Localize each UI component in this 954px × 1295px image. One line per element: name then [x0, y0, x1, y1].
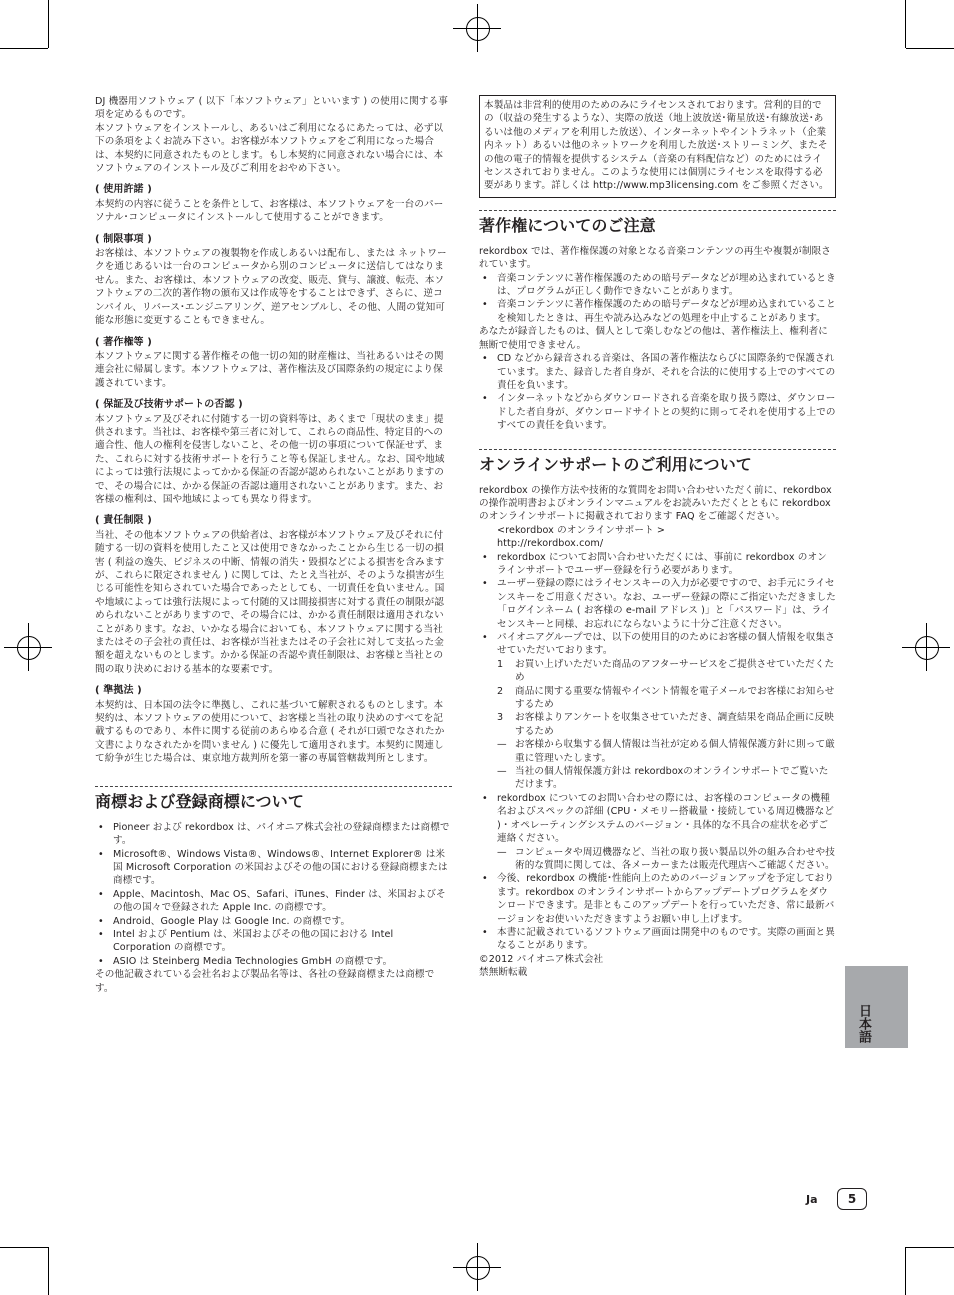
trademarks-title: 商標および登録商標について	[95, 791, 304, 811]
crop-mark	[906, 1247, 954, 1248]
purpose-text: お客様から収集する個人情報は当社が定める個人情報保護方針に則って厳重に管理いたします。	[515, 739, 835, 764]
registration-circle	[466, 17, 490, 41]
section-divider	[95, 786, 452, 787]
inquiry-note-text: コンピュータや周辺機器など、当社の取り扱い製品以外の組み合わせや技術的な質問に関しては、各メーカーまたは販売代理店へご確認ください。	[515, 846, 835, 871]
trademarks-footer: その他記載されている会社名および製品名等は、各社の登録商標または商標です。	[95, 969, 435, 994]
purpose-marker: —	[497, 766, 507, 778]
purpose-marker: 2	[497, 685, 504, 697]
registration-circle	[915, 636, 939, 660]
list-item: • ASIO は Steinberg Media Technologies GmbH の商標です。	[95, 955, 452, 968]
privacy-text: パイオニアグループでは、以下の使用目的のためにお客様の個人情報を収集させていただいております。	[497, 632, 835, 657]
footer-language: Ja	[806, 1193, 818, 1206]
crop-mark	[0, 1247, 48, 1248]
crop-mark	[905, 0, 906, 48]
clause-heading: ( 使用許諾 )	[95, 184, 152, 196]
support-list	[479, 551, 836, 658]
support-list	[479, 792, 836, 846]
purpose-text: お客様よりアンケートを収集させていただき、調査結果を商品企画に反映するため	[515, 712, 834, 737]
copyright-line: ©2012 パイオニア株式会社	[479, 953, 604, 965]
license-notice-box	[479, 95, 836, 198]
intro-paragraph: 本ソフトウェアをインストールし、あるいはご利用になるにあたっては、必ず以下の条項をよくお読み下さい。お客様が本ソフトウェアをご利用になった場合は、本契約に同意されたものとします。もし本契約に同意されない場合には、本ソフトウェアのインストール及びご利用をおやめ下さい。	[95, 122, 444, 175]
clause-body: 本ソフトウェアに関する著作権その他一切の知的財産権は、当社あるいはその関連会社に帰属します。本ソフトウェアは、著作権法及び国際条約の規定により保護されています。	[95, 350, 444, 389]
list-item: • rekordbox についてお問い合わせいただくには、事前に rekordbox のオンラインサポートでユーザー登録を行う必要があります。	[479, 551, 836, 578]
clause-heading: ( 制限事項 )	[95, 233, 152, 245]
crop-mark	[48, 1247, 49, 1295]
language-tab-label: 日本語	[856, 1004, 871, 1043]
intro-paragraph: DJ 機器用ソフトウェア ( 以下「本ソフトウェア」といいます ) の使用に関する事項を定めるものです。	[95, 96, 448, 121]
license-notice: 本製品は非営利的使用のためのみにライセンスされております。営利的目的での（収益の発生するような）、実際の放送（地上波放送･衛星放送･有線放送･あるいは他のメディアを利用した放送）、インターネットやイントラネット（企業内ネット）あるいは他のネットワークを利用した放送･ストリーミング、またその他の電子的情報を提供するシステム（音楽の有料配信など）のためにはライセンスされておりません。このような使用には個別にライセンスを取得する必要があります。詳しくは http://www.mp3licensing.com をご参照ください。	[484, 100, 829, 192]
left-column	[95, 95, 452, 995]
clause-body: 本ソフトウェア及びそれに付随する一切の資料等は、あくまで「現状のまま」提供されます。当社は、お客様や第三者に対して、これらの商品性、特定目的への適合性、他人の権利を侵害しないこと、その他一切の事項について保証せず、また、これらに対する技術サポートを行うこと等も保証しません。なお、国や地域によっては強行法規によってかかる保証の否認が認められないことがありますので、その場合には、かかる保証の否認は適用されないことがあります。また、お客様の権利は、国や地域によっても異なり得ます。	[95, 413, 445, 505]
clause-heading: ( 責任制限 )	[95, 515, 152, 527]
crop-mark	[48, 0, 49, 48]
crop-mark	[905, 1247, 906, 1295]
clause-heading: ( 保証及び技術サポートの否認 )	[95, 399, 243, 411]
list-item: • CD などから録音される音楽は、各国の著作権法ならびに国際条約で保護されています。また、録音した者自身が、それを合法的に使用する上でのすべての責任を負います。	[479, 352, 836, 392]
clause-body: 当社、その他本ソフトウェアの供給者は、お客様が本ソフトウェア及びそれに付随する一切の資料を使用したこと又は使用できなかったことから生じる一切の損害 ( 利益の逸失、ビジネスの中断、情報の消失・毀損などによる損害を含みますが、これらに限定されません ) に関しては、たとえ当社が、そのような損害が生じる可能性を知らされていた場合であったとしても、一切責任を負いません。国や地域によっては強行法規によって付随的又は間接損害に対する責任の制限が認められないことがありますので、その場合には、かかる責任制限は適用されないことがあります。なお、いかなる場合においても、本ソフトウェアに関する当社またはその子会社の責任は、お客様が当社またはその子会社に対して支払った金額を超えないものとします。かかる保証の否認や責任制限は、お客様と当社との間の取り決めにおける基本的な要素です。	[95, 529, 445, 675]
reprint-notice: 禁無断転載	[479, 967, 528, 979]
purpose-marker: 1	[497, 658, 504, 670]
purpose-item	[479, 711, 836, 738]
list-item: • Intel および Pentium は、米国およびその他の国における Intel Corporation の商標です。	[95, 928, 452, 955]
list-item: • 音楽コンテンツに著作権保護のための暗号データなどが埋め込まれているときは、プログラムが正しく動作できないことがあります。	[479, 272, 836, 299]
section-divider	[479, 210, 836, 211]
purpose-item	[479, 685, 836, 712]
purpose-text: 商品に関する重要な情報やイベント情報を電子メールでお客様にお知らせするため	[515, 685, 835, 711]
right-column	[479, 95, 836, 980]
inquiry-note	[479, 846, 836, 873]
list-item: • 今後、rekordbox の機能･性能向上のためのバージョンアップを予定しております。rekordbox のオンラインサポートからアップデートプログラムをダウンロードできます。是非ともこのアップデートを行っていただき、常に最新バージョンをお使いいただきますようお願い申し上げます。	[479, 872, 836, 926]
support-intro: rekordbox の操作方法や技術的な質問をお問い合わせいただく前に、rekordbox の操作説明書およびオンラインマニュアルをお読みいただくとともに rekordbox のオンラインサポートに掲載されております FAQ をご確認ください。	[479, 484, 832, 523]
section-divider	[479, 449, 836, 450]
dash-marker: —	[497, 846, 507, 858]
purpose-item	[479, 658, 836, 685]
crop-mark	[0, 48, 48, 49]
list-item: • Microsoft®、Windows Vista®、Windows®、Internet Explorer® は米国 Microsoft Corporation の米国およびその他の国における登録商標または商標です。	[95, 848, 452, 888]
support-link-label: <rekordbox のオンラインサポート >	[497, 524, 666, 536]
purpose-marker: 3	[497, 712, 504, 724]
registration-circle	[466, 1256, 490, 1280]
clause-heading: ( 著作権等 )	[95, 336, 152, 348]
copyright-intro: rekordbox では、著作権保護の対象となる音楽コンテンツの再生や複製が制限されています。	[479, 245, 832, 271]
purpose-marker: —	[497, 739, 507, 751]
trademarks-list	[95, 821, 452, 968]
list-item: • Pioneer および rekordbox は、パイオニア株式会社の登録商標または商標です。	[95, 821, 452, 848]
clause-body: お客様は、本ソフトウェアの複製物を作成しあるいは配布し、または ネットワークを通じあるいは一台のコンピュータから別のコンピュータに送信してはなりません。また、お客様は、本ソフトウェアの改変、販売、貸与、譲渡、転売、本ソフトウェアの二次的著作物の頒布又は作成等をすることはできず、さらに、逆コンパイル、リバース･エンジニアリング、逆アセンブルし、その他、人間の覚知可能な形態に変更することもできません。	[95, 248, 447, 327]
registration-circle	[17, 636, 41, 660]
list-item: • 音楽コンテンツに著作権保護のための暗号データなどが埋め込まれていることを検知したときは、再生や読み込みなどの処理を中止することがあります。	[479, 298, 836, 325]
support-link[interactable]: http://rekordbox.com/	[497, 538, 604, 550]
copyright-middle: あなたが録音したものは、個人として楽しむなどの他は、著作権法上、権利者に無断で使用できません。	[479, 326, 828, 351]
purpose-item	[479, 738, 836, 765]
support-list	[479, 872, 836, 952]
purpose-text: お買い上げいただいた商品のアフターサービスをご提供させていただくため	[515, 658, 835, 684]
purpose-item	[479, 765, 836, 792]
list-item: • インターネットなどからダウンロードされる音楽を取り扱う際は、ダウンロードした者自身が、ダウンロードサイトとの契約に則ってそれを使用する上でのすべての責任を負います。	[479, 392, 836, 432]
list-item: • 本書に記載されているソフトウェア画面は開発中のものです。実際の画面と異なることがあります。	[479, 926, 836, 953]
clause-body: 本契約の内容に従うことを条件として、お客様は、本ソフトウェアを一台のパーソナル･コンピュータにインストールして使用することができます。	[95, 198, 444, 224]
list-item: • Android、Google Play は Google Inc. の商標です。	[95, 915, 452, 928]
list-item: • Apple、Macintosh、Mac OS、Safari、iTunes、Finder は、米国およびその他の国々で登録された Apple Inc. の商標です。	[95, 888, 452, 915]
clause-heading: ( 準拠法 )	[95, 685, 142, 697]
clause-body: 本契約は、日本国の法令に準拠し、これに基づいて解釈されるものとします。本契約は、本ソフトウェアの使用について、お客様と当社の取り決めのすべてを記載するものであり、本件に関する従前のあらゆる合意 ( それが口頭でなされたか文書によりなされたかを問いません ) に優先して適用されます。本契約に関連して紛争が生じた場合は、東京地方裁判所を第一審の専属管轄裁判所とします。	[95, 699, 445, 765]
list-item: • rekordbox についてのお問い合わせの際には、お客様のコンピュータの機種名およびスペックの詳細 (CPU・メモリー搭載量・接続している周辺機器など )・オペレーティングシステムのバージョン・具体的な不具合の症状を必ずご連絡ください。	[479, 792, 836, 846]
crop-mark	[906, 48, 954, 49]
support-title: オンラインサポートのご利用について	[479, 454, 752, 474]
copyright-list	[479, 272, 836, 326]
copyright-title: 著作権についてのご注意	[479, 215, 656, 235]
copyright-list	[479, 352, 836, 432]
list-item: • ユーザー登録の際にはライセンスキーの入力が必要ですので、お手元にライセンスキーをご用意ください。なお、ユーザー登録の際にご指定いただきました「ログインネーム ( お客様の e-mail アドレス )」と「パスワード」は、ライセンスキーと同様、お忘れにならないように十分ご注意ください。	[479, 577, 836, 631]
purpose-text: 当社の個人情報保護方針は rekordboxのオンラインサポートでご覧いただけます。	[515, 766, 829, 791]
list-item	[479, 631, 836, 658]
page-number: 5	[837, 1188, 867, 1210]
